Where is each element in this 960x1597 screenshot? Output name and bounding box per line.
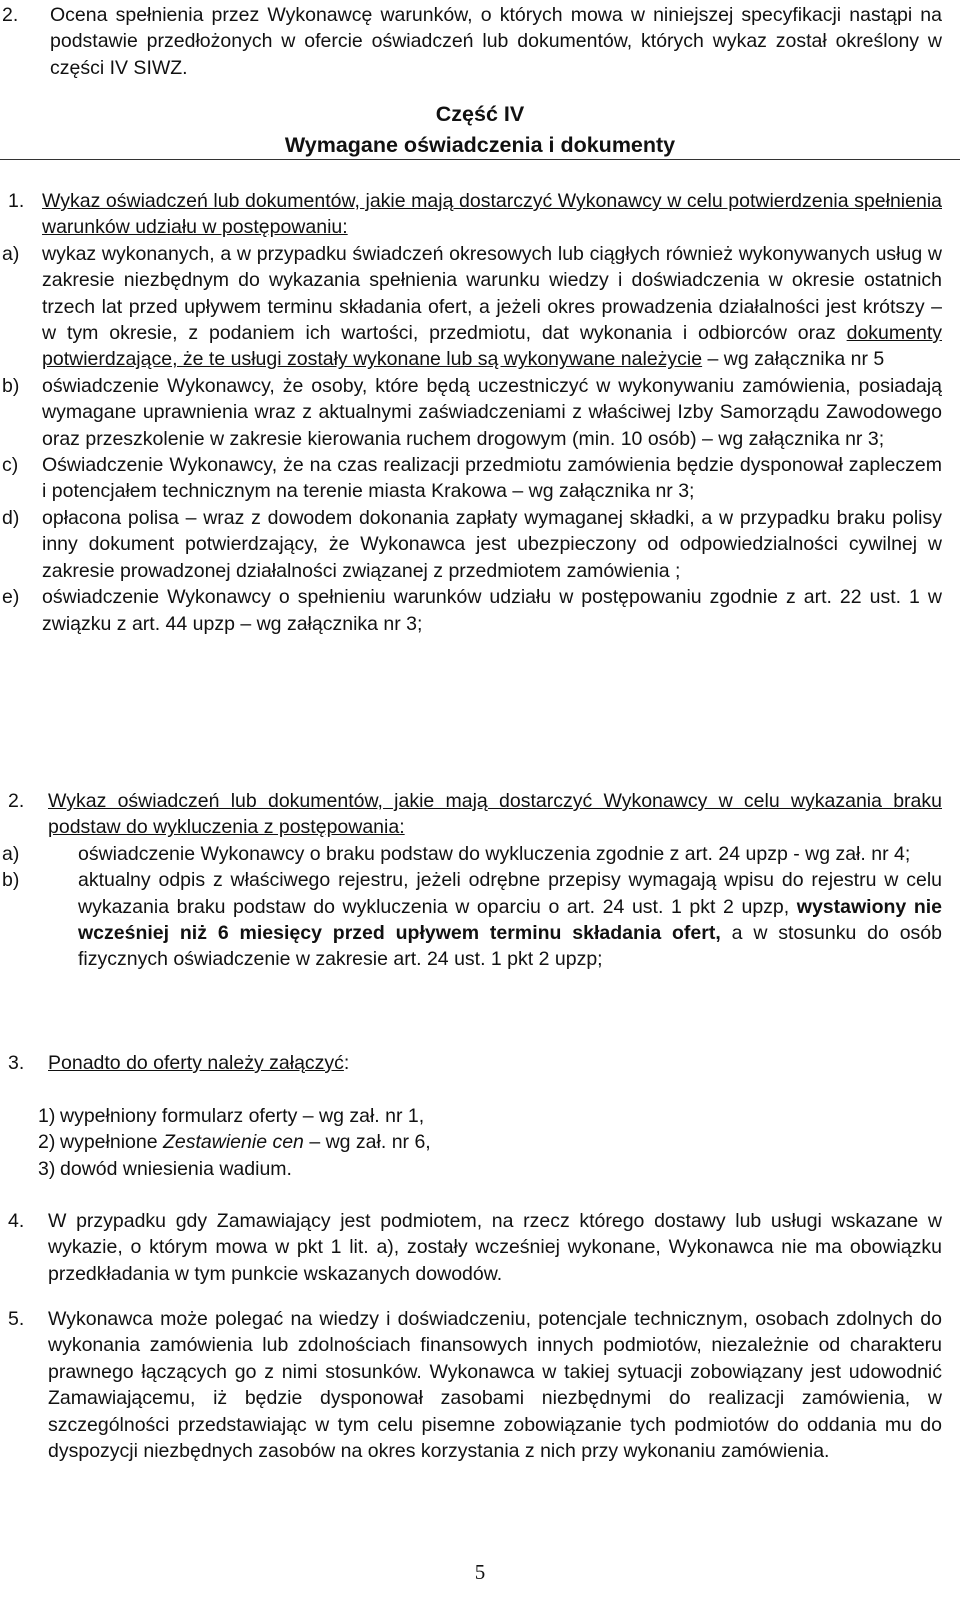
section-3-number: 3.: [8, 1052, 25, 1074]
section-1-item-e: [2, 584, 942, 637]
section-2-item-a: [2, 841, 942, 867]
item-label: a): [2, 842, 20, 865]
section-1: [2, 188, 942, 637]
section-1-item-a: [2, 241, 942, 373]
item-b-text: oświadczenie Wykonawcy, że osoby, które będą uczestniczyć w wykonywaniu zamówienia, posiadają wymagane uprawnienia wraz z aktualnymi zaświadczeniami z właściwej Izby Samorządu Zawodowego oraz przeszkolenie w zakresie kierowania ruchem drogowym (min. 10 osób) – wg załącznika nr 3;: [42, 374, 942, 450]
section-2-title: Wykaz oświadczeń lub dokumentów, jakie mają dostarczyć Wykonawcy w celu wykazania braku podstaw do wykluczenia z postępowania:: [48, 790, 942, 839]
item-a-text: wykaz wykonanych, a w przypadku świadczeń okresowych lub ciągłych również wykonywanych usług w zakresie niezbędnym do wykazania spełnienia warunku wiedzy i doświadczenia w okresie ostatnich trzech lat przed upływem terminu składania ofert, a jeżeli okres prowadzenia działalności jest krótszy – w tym okresie, z podaniem ich wartości, przedmiotu, dat wykonania i odbiorców oraz: [42, 242, 942, 345]
item-d-text: opłacona polisa – wraz z dowodem dokonania zapłaty wymaganej składki, a w przypadku braku polisy inny dokument potwierdzający, że Wykonawca jest ubezpieczony od odpowiedzialności cywilnej w zakresie prowadzonej działalności związanej z przedmiotem zamówienia ;: [42, 506, 942, 582]
section-2-item-b: [2, 867, 942, 973]
item-label: 3): [38, 1157, 56, 1180]
item-label: e): [2, 586, 20, 609]
item-text-post: – wg zał. nr 6,: [303, 1131, 431, 1154]
section-3-title: Ponadto do oferty należy załączyć: [48, 1052, 344, 1074]
item-e-text: oświadczenie Wykonawcy o spełnieniu warunków udziału w postępowaniu zgodnie z art. 22 ust. 1 w związku z art. 44 upzp – wg załącznika nr 3;: [42, 586, 942, 635]
section-1-title: Wykaz oświadczeń lub dokumentów, jakie mają dostarczyć Wykonawcy w celu potwierdzenia spełnienia warunków udziału w postępowaniu:: [42, 190, 942, 239]
item-label: c): [2, 454, 19, 477]
list-item: [2, 1156, 942, 1182]
item-label: 1): [38, 1105, 56, 1127]
section-3-list: [2, 1103, 942, 1182]
item-text-pre: wypełnione: [60, 1131, 163, 1154]
item-text-italic: Zestawienie cen: [162, 1131, 304, 1154]
item-a-text: oświadczenie Wykonawcy o braku podstaw do wykluczenia zgodnie z art. 24 upzp - wg zał. nr 4;: [78, 842, 911, 865]
intro-number: 2.: [2, 4, 19, 26]
section-4-text: W przypadku gdy Zamawiający jest podmiotem, na rzecz którego dostawy lub usługi wskazane w wykazie, o którym mowa w pkt 1 lit. a), zostały wcześniej wykonane, Wykonawca nie ma obowiązku przedkładania w tym punkcie wskazanych dowodów.: [48, 1210, 942, 1285]
section-heading-title: Wymagane oświadczenia i dokumenty: [284, 133, 676, 157]
item-b-text-end: a w stosunku do osób fizycznych oświadczenie w zakresie art. 24 ust. 1 pkt 2 upzp;: [78, 922, 942, 971]
section-2: [2, 788, 942, 973]
item-label: a): [2, 242, 20, 265]
section-2-number: 2.: [8, 790, 25, 812]
section-4-number: 4.: [8, 1210, 25, 1232]
item-b-bold-text: wystawiony nie wcześniej niż 6 miesięcy przed upływem terminu składania ofert,: [78, 895, 942, 945]
item-a-text-end: – wg załącznika nr 5: [702, 348, 885, 371]
item-c-text: Oświadczenie Wykonawcy, że na czas realizacji przedmiotu zamówienia będzie dysponował zapleczem i potencjałem technicznym na terenie miasta Krakowa – wg załącznika nr 3;: [42, 454, 942, 503]
section-1-number: 1.: [8, 190, 25, 212]
item-text: wypełniony formularz oferty – wg zał. nr 1,: [60, 1105, 425, 1127]
item-text: dowód wniesienia wadium.: [60, 1157, 292, 1180]
item-a-underlined-text: dokumenty potwierdzające, że te usługi zostały wykonane lub są wykonywane należycie: [42, 322, 942, 371]
section-1-item-c: [2, 452, 942, 505]
list-item: [2, 1103, 942, 1129]
item-label: b): [2, 374, 20, 397]
section-1-item-d: [2, 505, 942, 584]
section-1-item-b: [2, 373, 942, 452]
section-heading-part: Część IV: [435, 102, 525, 126]
section-3-colon: :: [343, 1052, 350, 1074]
section-3: [2, 1050, 942, 1076]
list-item: [2, 1129, 942, 1155]
item-b-text: aktualny odpis z właściwego rejestru, jeżeli odrębne przepisy wymagają wpisu do rejestru w celu wykazania braku podstaw do wykluczenia w oparciu o art. 24 ust. 1 pkt 2 upzp,: [78, 869, 942, 918]
heading-divider: [0, 159, 960, 160]
page-number: 5: [474, 1560, 486, 1584]
item-label: d): [2, 506, 20, 529]
item-label: b): [2, 869, 20, 892]
section-5-text: Wykonawca może polegać na wiedzy i doświadczeniu, potencjale technicznym, osobach zdolnych do wykonania zamówienia lub zdolnościach finansowych innych podmiotów, niezależnie od charakteru prawnego łączących go z nimi stosunków. Wykonawca w takiej sytuacji zobowiązany jest udowodnić Zamawiającemu, iż będzie dysponował zasobami niezbędnymi do realizacji zamówienia, w szczególności przedstawiając w tym celu pisemne zobowiązanie tych podmiotów do oddania mu do dyspozycji niezbędnych zasobów na okres korzystania z nich przy wykonaniu zamówienia.: [48, 1308, 942, 1463]
section-4: [2, 1208, 942, 1287]
section-5: [2, 1306, 942, 1464]
intro-text: Ocena spełnienia przez Wykonawcę warunków, o których mowa w niniejszej specyfikacji nastąpi na podstawie przedłożonych w ofercie oświadczeń lub dokumentów, których wykaz został określony w części IV SIWZ.: [50, 4, 942, 79]
item-label: 2): [38, 1131, 56, 1154]
section-5-number: 5.: [8, 1308, 25, 1330]
intro-paragraph: [2, 2, 942, 81]
